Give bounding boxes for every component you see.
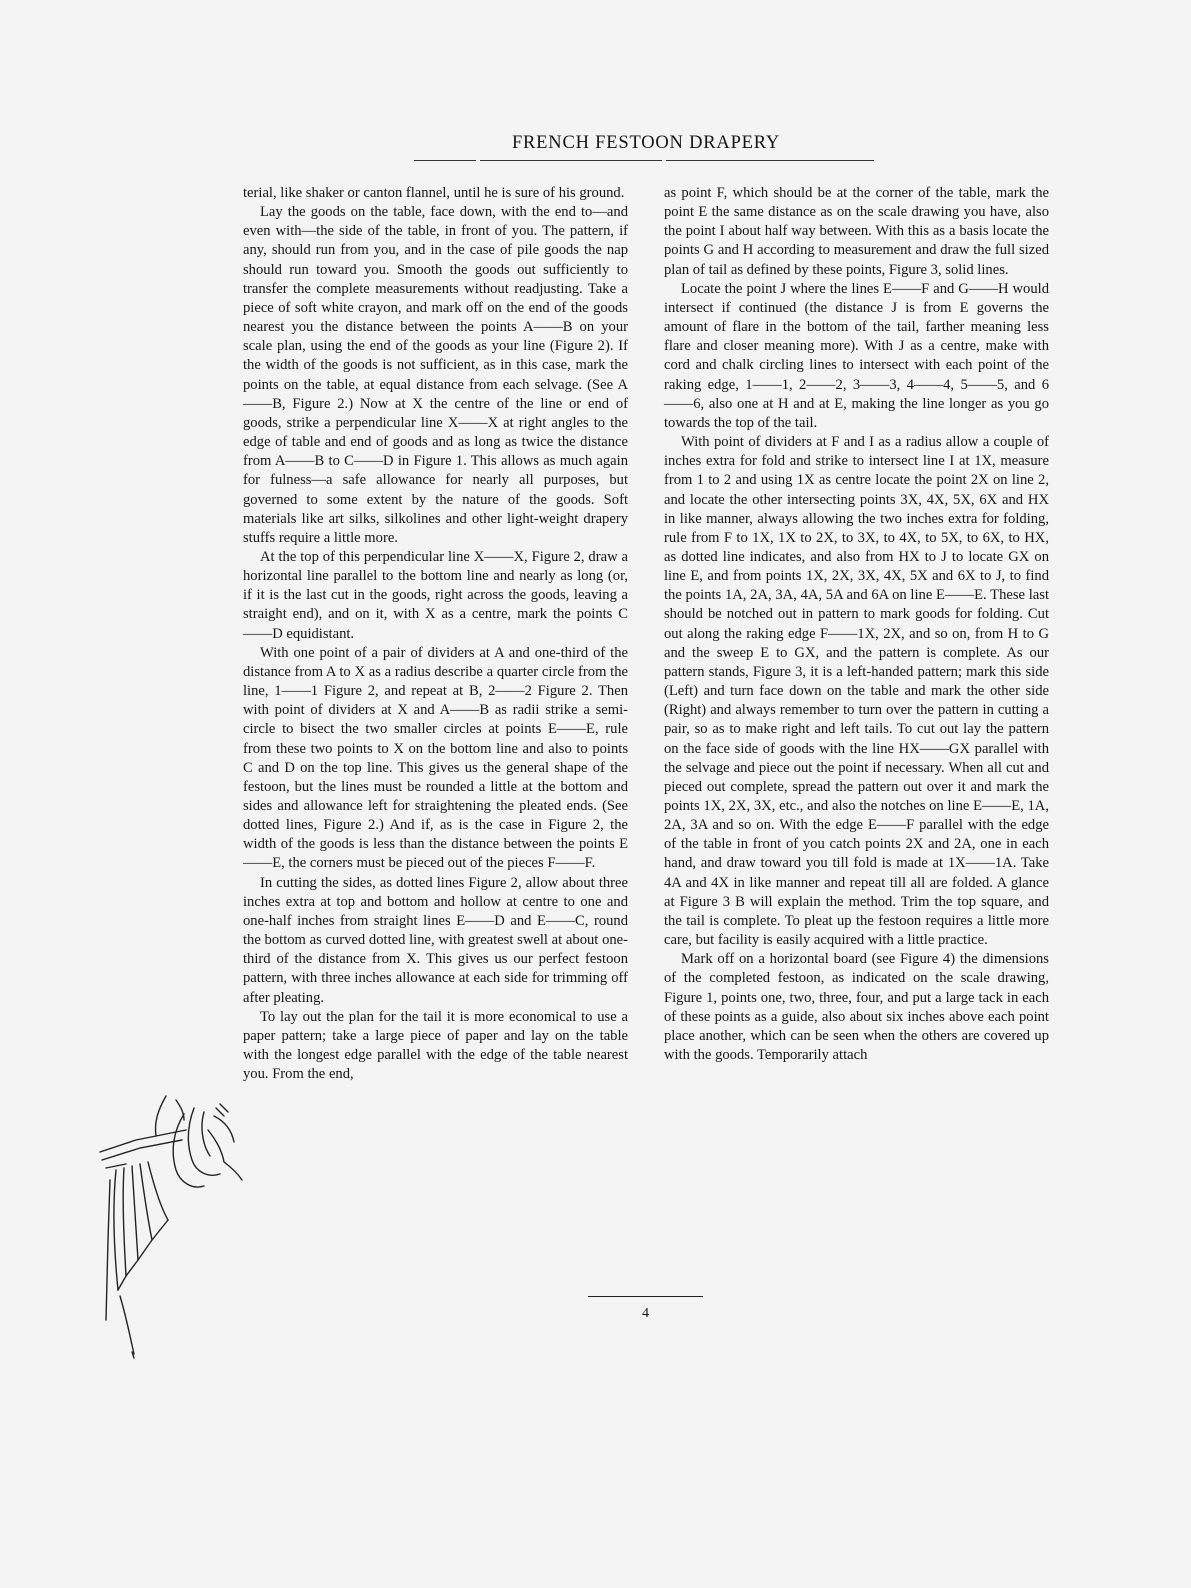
folio-rule	[588, 1296, 703, 1297]
paragraph: Mark off on a horizontal board (see Figure 4) the dimensions of the completed festoon, as indicated on the scale drawing, Figure 1, points one, two, three, four, and put a large tack in each of these points as a guide, also about six inches above each point place another, which can be seen when the others are covered up with the goods. Temporarily attach	[664, 951, 1049, 1064]
paragraph: as point F, which should be at the corner of the table, mark the point E the same distance as on the scale drawing you have, also the point I about half way between. With this as a basis locate the points G and H according to measurement and draw the full sized plan of tail as defined by these points, Figure 3, solid lines.	[664, 185, 1049, 278]
header-rule-segment	[666, 160, 874, 161]
paragraph: In cutting the sides, as dotted lines Figure 2, allow about three inches extra at top and bottom and hollow at centre to one and one-half inches from straight lines E——D and E——C, round the bottom as curved dotted line, with greatest swell at about one-third of the distance from X. This gives us our perfect festoon pattern, with three inches allowance at each side for trimming off after pleating.	[243, 874, 628, 1006]
sketch-line	[208, 1130, 242, 1180]
sketch-line	[123, 1168, 126, 1276]
sketch-line	[173, 1114, 204, 1187]
header-rule-segment	[414, 160, 476, 161]
page-number: 4	[642, 1306, 649, 1321]
sketch-line	[148, 1162, 168, 1220]
sketch-line	[216, 1104, 228, 1116]
header-rule-segment	[480, 160, 662, 161]
sketch-line	[114, 1170, 118, 1290]
paragraph: To lay out the plan for the tail it is more economical to use a paper pattern; take a large piece of paper and lay on the table with the longest edge parallel with the edge of the table nearest you. From the end,	[243, 1008, 628, 1083]
running-head: FRENCH FESTOON DRAPERY	[511, 133, 781, 153]
sketch-line	[106, 1180, 110, 1320]
paragraph: Lay the goods on the table, face down, with the end to—and even with—the side of the table, in front of you. The pattern, if any, should run from you, and in the case of pile goods the nap should run toward you. Smooth the goods out sufficiently to transfer the complete measurements without readjusting. Take a piece of soft white crayon, and mark off on the end of the goods nearest you the distance between the points A——B on your scale plan, using the end of the goods as your line (Figure 2). If the width of the goods is not sufficient, as in this case, mark the points on the table, at equal distance from each selvage. (See A——B, Figure 2.) Now at X the centre of the line or end of goods, strike a perpendicular line X——X at right angles to the edge of table and end of goods and as long as twice the distance from A——B to C——D in Figure 1. This allows as much again for fulness—a safe allowance for nearly all purposes, but governed to some extent by the nature of the goods. Soft materials like art silks, silkolines and other light-weight drapery stuffs require a little more.	[243, 204, 628, 546]
paragraph: terial, like shaker or canton flannel, until he is sure of his ground.	[243, 185, 625, 201]
paragraph: With one point of a pair of dividers at A and one-third of the distance from A to X as a radius describe a quarter circle from the line, 1——1 Figure 2, and repeat at B, 2——2 Figure 2. Then with point of dividers at X and A——B as radii strike a semi-circle to bisect the two smaller circles at points E——E, rule from these two points to X on the bottom line and also to points C and D on the top line. This gives us the general shape of the festoon, but the lines must be rounded a little at the bottom and sides and allowance left for straightening the pleated ends. (See dotted lines, Figure 2.) And if, as is the case in Figure 2, the width of the goods is less than the distance between the points E——E, the corners must be pieced out of the pieces F——F.	[243, 644, 628, 872]
drapery-sketch-illustration	[96, 1090, 246, 1360]
sketch-line	[214, 1116, 234, 1142]
sketch-line	[120, 1296, 134, 1354]
paragraph: Locate the point J where the lines E——F and G——H would intersect if continued (the distance J is from E governs the amount of flare in the bottom of the tail, farther meaning less flare and closer meaning more). With J as a centre, make with cord and chalk circling lines to intersect with each point of the raking edge, 1——1, 2——2, 3——3, 4——4, 5——5, and 6——6, also one at H and at E, making the line longer as you go towards the top of the tail.	[664, 280, 1049, 431]
sketch-line	[132, 1166, 138, 1260]
right-text-column	[664, 184, 1049, 1065]
sketch-line	[202, 1112, 210, 1156]
sketch-line	[102, 1140, 182, 1160]
sketch-line	[140, 1164, 152, 1240]
paragraph: With point of dividers at F and I as a radius allow a couple of inches extra for fold and strike to intersect line I at 1X, measure from 1 to 2 and using 1X as centre locate the point 2X on line 2, and locate the other intersecting points 3X, 4X, 5X, 6X and HX in like manner, always allowing the two inches extra for folding, rule from F to 1X, 1X to 2X, to 3X, to 4X, to 5X, to 6X, to HX, as dotted line indicates, and also from HX to J to locate GX on line E, and from points 1X, 2X, 3X, 4X, 5X and 6X to J, to find the points 1A, 2A, 3A, 4A, 5A and 6A on line E——E. These last should be notched out in pattern to mark goods for folding. Cut out along the raking edge F——1X, 2X, and so on, from H to G and the sweep E to GX, and the pattern is complete. As our pattern stands, Figure 3, it is a left-handed pattern; mark this side (Left) and turn face down on the table and mark the other side (Right) and always remember to turn over the pattern in cutting a pair, so as to make right and left tails. To cut out lay the pattern on the face side of goods with the line HX——GX parallel with the selvage and piece out the point if necessary. When all cut and pieced out complete, spread the pattern out over it and mark the points 1X, 2X, 3X, etc., and also the notches on line E——E, 1A, 2A, 3A and so on. With the edge E——F parallel with the edge of the table in front of you catch points 2X and 2A, one in each hand, and draw toward you till fold is made at 1X——1A. Take 4A and 4X in like manner and repeat till all are folded. A glance at Figure 3 B will explain the method. Trim the top square, and the tail is complete. To pleat up the festoon requires a little more care, but facility is easily acquired with a little practice.	[664, 434, 1049, 949]
left-text-column	[243, 184, 628, 1084]
sketch-line	[106, 1164, 126, 1168]
paragraph: At the top of this perpendicular line X——X, Figure 2, draw a horizontal line parallel to the bottom line and nearly as long (or, if it is the last cut in the goods, right across the goods, leaving a straight end), and on it, with X as a centre, mark the points C——D equidistant.	[243, 548, 628, 642]
sketch-line	[155, 1096, 166, 1136]
